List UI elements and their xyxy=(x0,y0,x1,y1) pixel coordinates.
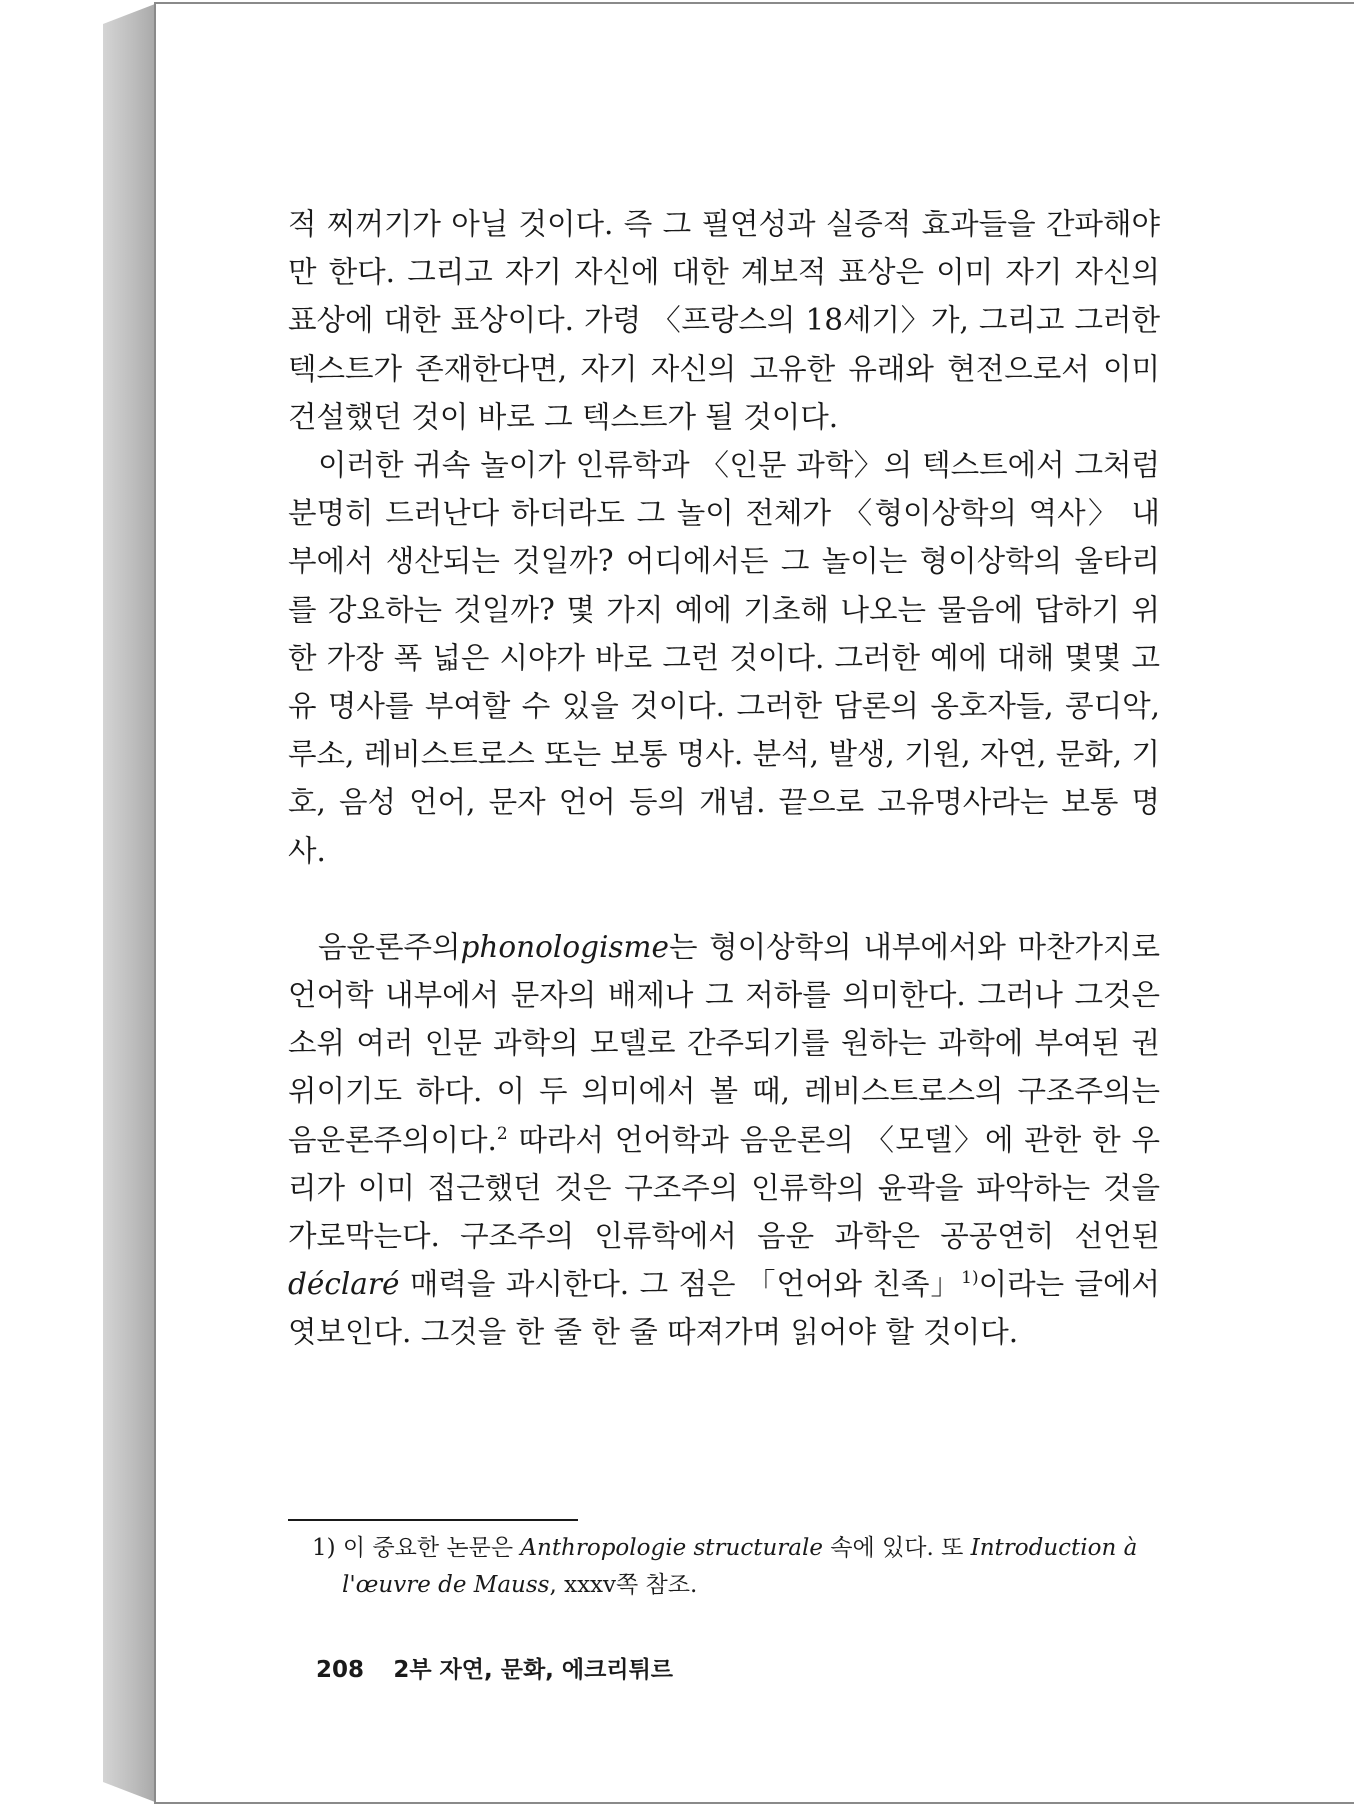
footnote-rule xyxy=(288,1519,578,1521)
footnote-marker: 1) xyxy=(312,1535,336,1561)
footnote-text-c: , xxxv쪽 참조. xyxy=(549,1572,698,1598)
page-number: 208 xyxy=(316,1657,365,1683)
p3-part-e: 이라는 글에서 엿보인다. 그것을 한 줄 한 줄 따져가며 읽어야 할 것이다. xyxy=(288,1267,1160,1350)
running-head: 2부 자연, 문화, 에크리튀르 xyxy=(393,1657,674,1683)
book-spine xyxy=(103,4,155,1802)
footnote-ref-1[interactable]: 1) xyxy=(961,1268,979,1289)
term-declare: déclaré xyxy=(288,1267,400,1302)
footnote-text-b: 속에 있다. 또 xyxy=(822,1535,971,1561)
p3-part-d: 매력을 과시한다. 그 점은 「언어와 친족」 xyxy=(399,1267,962,1302)
paragraph-3 xyxy=(288,923,1160,1357)
page-footer xyxy=(316,1655,673,1685)
footnote-title-mauss: Introduction à l'œuvre de Mauss xyxy=(342,1535,1138,1598)
footnote-text-a: 이 중요한 논문은 xyxy=(335,1535,521,1561)
p3-part-b: 는 형이상학의 내부에서와 마찬가지로 언어학 내부에서 문자의 배제나 그 저하를 의미한다. 그러나 그것은 소위 여러 인문 과학의 모델로 간주되기를 원하는 과학에 부여된 권위이기도 하다. 이 두 의미에서 볼 때, 레비스트로스의 구조주의는 음운론주의이다. xyxy=(288,929,1160,1157)
footnote-1 xyxy=(312,1530,1152,1604)
body-text xyxy=(288,200,1160,1357)
paragraph-2: 이러한 귀속 놀이가 인류학과 〈인문 과학〉의 텍스트에서 그처럼 분명히 드러난다 하더라도 그 놀이 전체가 〈형이상학의 역사〉 내부에서 생산되는 것일까? 어디에서든 그 놀이는 형이상학의 울타리를 강요하는 것일까? 몇 가지 예에 기초해 나오는 물음에 답하기 위한 가장 폭 넓은 시야가 바로 그런 것이다. 그러한 예에 대해 몇몇 고유 명사를 부여할 수 있을 것이다. 그러한 담론의 옹호자들, 콩디악, 루소, 레비스트로스 또는 보통 명사. 분석, 발생, 기원, 자연, 문화, 기호, 음성 언어, 문자 언어 등의 개념. 끝으로 고유명사라는 보통 명사. xyxy=(288,448,1160,868)
endnote-ref-2[interactable]: 2 xyxy=(496,1123,508,1144)
paragraph-1: 적 찌꺼기가 아닐 것이다. 즉 그 필연성과 실증적 효과들을 간파해야만 한다. 그리고 자기 자신에 대한 계보적 표상은 이미 자기 자신의 표상에 대한 표상이다. 가령 〈프랑스의 18세기〉가, 그리고 그러한 텍스트가 존재한다면, 자기 자신의 고유한 유래와 현전으로서 이미 건설했던 것이 바로 그 텍스트가 될 것이다. xyxy=(288,207,1160,434)
p3-part-c: 따라서 언어학과 음운론의 〈모델〉에 관한 한 우리가 이미 접근했던 것은 구조주의 인류학의 윤곽을 파악하는 것을 가로막는다. 구조주의 인류학에서 음운 과학은 공공연히 선언된 xyxy=(288,1122,1160,1254)
footnote-title-anthropologie: Anthropologie structurale xyxy=(520,1535,823,1561)
term-phonologisme: phonologisme xyxy=(460,929,669,964)
p3-lead: 음운론주의 xyxy=(318,929,461,964)
page-bottom-edge xyxy=(155,1802,1354,1804)
